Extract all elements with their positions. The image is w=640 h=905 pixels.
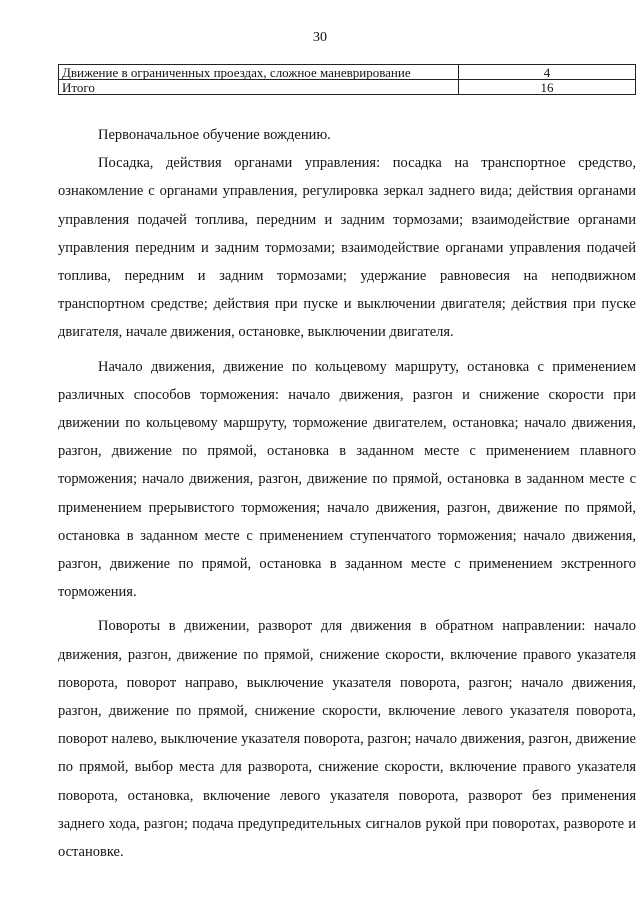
table-row: [59, 65, 636, 80]
table-row: [59, 80, 636, 95]
page-number: 30: [313, 30, 327, 45]
paragraph: Повороты в движении, разворот для движения в обратном направлении: начало движения, разгон, движение по прямой, снижение скорости, включение правого указателя поворота, поворот направо, выключение указателя поворота, разгон; начало движения, разгон, движение по прямой, снижение скорости, включение левого указателя поворота, поворот налево, выключение указателя поворота, разгон; начало движения, разгон, движение по прямой, выбор места для разворота, снижение скорости, включение правого указателя поворота, остановка, включение левого указателя поворота, разворот без применения заднего хода, разгон; подача предупредительных сигналов рукой при поворотах, развороте и остановке.: [58, 618, 636, 861]
section-heading: Первоначальное обучение вождению.: [98, 127, 331, 143]
table-cell-value: 4: [459, 65, 636, 80]
paragraph: Начало движения, движение по кольцевому маршруту, остановка с применением различных способов торможения: начало движения, разгон и снижение скорости при движении по кольцевому маршруту, торможение двигателем, остановка; начало движения, разгон, движение по прямой, остановка в заданном месте с применением плавного торможения; начало движения, разгон, движение по прямой, остановка в заданном месте с применением прерывистого торможения; начало движения, разгон, движение по прямой, остановка в заданном месте с применением ступенчатого торможения; начало движения, разгон, движение по прямой, остановка в заданном месте с применением экстренного торможения.: [58, 358, 636, 601]
document-body: [58, 121, 636, 866]
table-cell-label: Движение в ограниченных проездах, сложное маневрирование: [59, 65, 459, 80]
hours-table: [58, 64, 636, 95]
paragraph: Посадка, действия органами управления: посадка на транспортное средство, ознакомление с органами управления, регулировка зеркал заднего вида; действия органами управления подачей топлива, передним и задним тормозами; взаимодействие органами управления передним и задним тормозами; взаимодействие органами управления подачей топлива, передним и задним тормозами; удержание равновесия на неподвижном транспортном средстве; действия при пуске и выключении двигателя; действия при пуске двигателя, начале движения, остановке, выключении двигателя.: [58, 155, 636, 341]
table-cell-label: Итого: [59, 80, 459, 95]
table-cell-value: 16: [459, 80, 636, 95]
